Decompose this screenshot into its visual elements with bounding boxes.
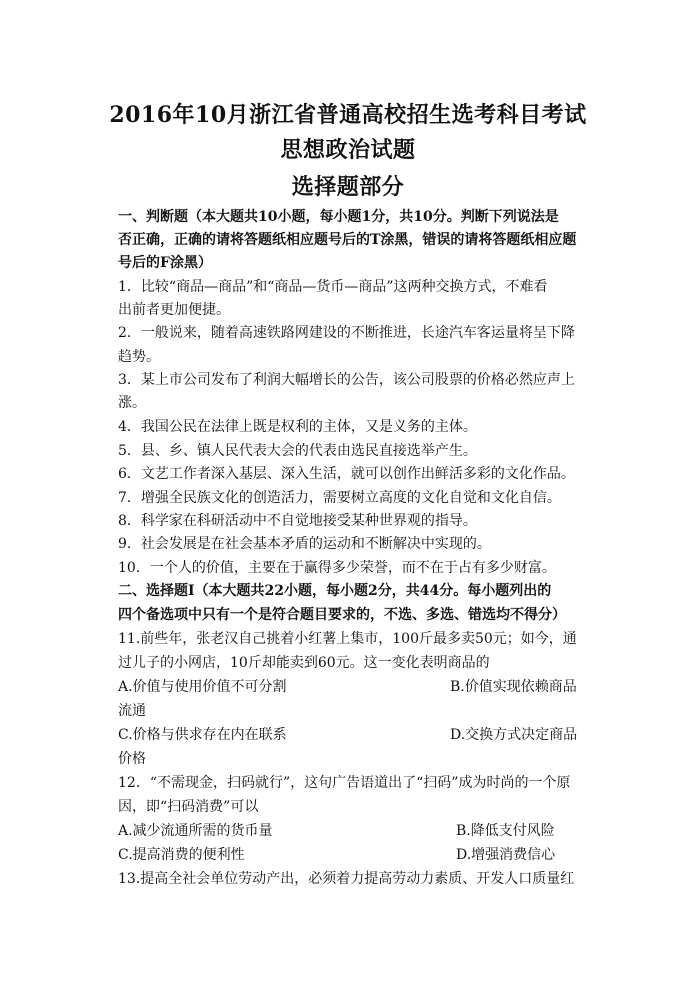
q11-option-d-cont: 价格	[118, 751, 146, 767]
question-7: 7．增强全民族文化的创造活力，需要树立高度的文化自觉和文化自信。	[118, 490, 561, 506]
question-11-stem: 11.前些年，张老汉自己挑着小红薯上集市，100斤最多卖50元；如今，通	[118, 631, 577, 647]
question-10: 10．一个人的价值，主要在于赢得多少荣誉，而不在于占有多少财富。	[118, 560, 556, 576]
question-6: 6．文艺工作者深入基层、深入生活，就可以创作出鲜活多彩的文化作品。	[118, 466, 575, 482]
question-3-cont: 涨。	[118, 395, 146, 411]
subject-title: 思想政治试题	[280, 137, 416, 163]
section-title: 选择题部分	[291, 174, 405, 200]
q11-option-c: C.价格与供求存在内在联系	[118, 727, 287, 743]
exam-title: 2016年10月浙江省普通高校招生选考科目考试	[109, 102, 587, 128]
question-2: 2．一般说来，随着高速铁路网建设的不断推进，长途汽车客运量将呈下降	[118, 325, 575, 341]
q11-option-b-cont: 流通	[118, 703, 146, 719]
question-2-cont: 趋势。	[118, 349, 160, 365]
question-12-stem: 12．“不需现金，扫码就行”，这句广告语道出了“扫码”成为时尚的一个原	[118, 775, 571, 791]
question-9: 9．社会发展是在社会基本矛盾的运动和不断解决中实现的。	[118, 536, 491, 552]
q12-option-c: C.提高消费的便利性	[118, 847, 245, 863]
part1-heading: 否正确，正确的请将答题纸相应题号后的T涂黑，错误的请将答题纸相应题	[118, 232, 577, 248]
q11-option-a: A.价值与使用价值不可分割	[118, 679, 287, 695]
question-3: 3．某上市公司发布了利润大幅增长的公告，该公司股票的价格必然应声上	[118, 372, 575, 388]
question-12-stem: 因，即“扫码消费”可以	[118, 799, 259, 815]
question-8: 8．科学家在科研活动中不自觉地接受某种世界观的指导。	[118, 513, 477, 529]
question-4: 4．我国公民在法律上既是权利的主体，又是义务的主体。	[118, 419, 477, 435]
part1-heading: 一、判断题（本大题共10小题，每小题1分，共10分。判断下列说法是	[118, 209, 559, 225]
q11-option-d: D.交换方式决定商品	[450, 727, 578, 743]
q12-option-d: D.增强消费信心	[456, 847, 556, 863]
question-13-stem: 13.提高全社会单位劳动产出，必须着力提高劳动力素质、开发人口质量红	[118, 871, 575, 887]
q12-option-a: A.减少流通所需的货币量	[118, 823, 273, 839]
part1-heading: 号后的F涂黑）	[118, 255, 212, 271]
part2-heading: 二、选择题Ⅰ（本大题共22小题，每小题2分，共44分。每小题列出的	[118, 583, 552, 599]
question-11-stem: 过儿子的小网店，10斤却能卖到60元。这一变化表明商品的	[118, 655, 490, 671]
question-5: 5．县、乡、镇人民代表大会的代表由选民直接选举产生。	[118, 443, 477, 459]
part2-heading: 四个备选项中只有一个是符合题目要求的，不选、多选、错选均不得分）	[118, 607, 566, 623]
q12-option-b: B.降低支付风险	[456, 823, 555, 839]
question-1-cont: 出前者更加便捷。	[118, 302, 230, 318]
question-1: 1．比较“商品—商品”和“商品—货币—商品”这两种交换方式，不难看	[118, 279, 548, 295]
q11-option-b: B.价值实现依赖商品	[450, 679, 577, 695]
